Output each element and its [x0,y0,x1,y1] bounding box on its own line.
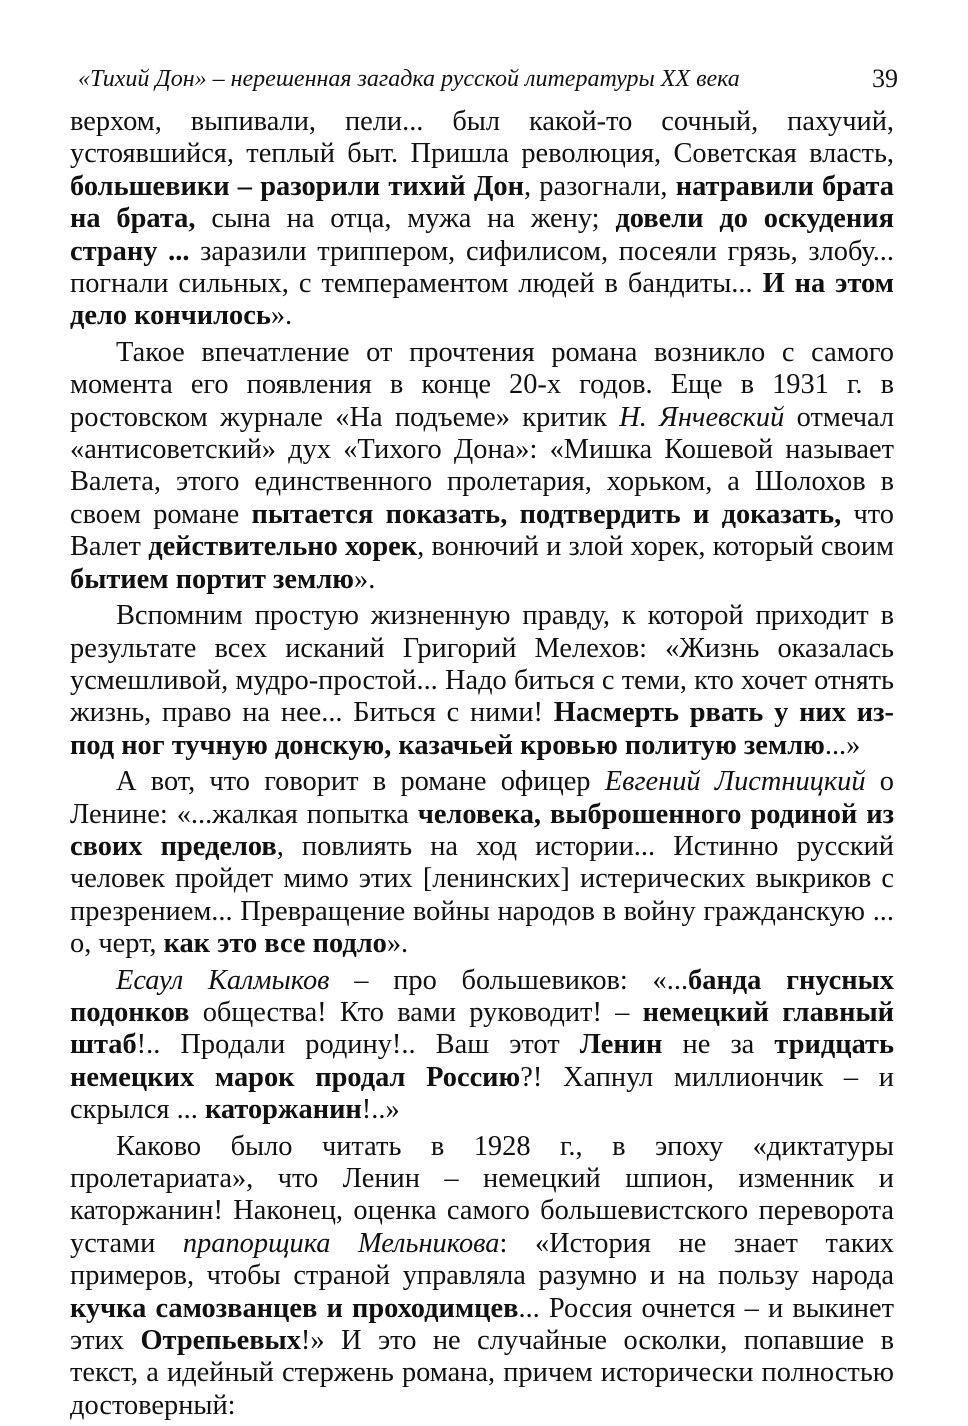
text-run: Такое впечатление от прочтения романа возникло с самого момента его появления в конце 20-х годов. Еще в 1931 г. в ростовском журнале «На подъеме» критик [70,336,894,433]
text-run: что Валет [70,498,894,563]
bold-run: человека, выброшенного родиной из своих пределов [70,798,894,862]
bold-run: банда гнусных подонков [70,964,894,1028]
text-run: , разогнали, [523,170,676,202]
bold-run: как это все подло [163,928,387,960]
bold-run: Насмерть рвать у них из-под ног тучную донскую, казачьей кровью политую землю [70,697,895,761]
text-run: верхом, выпивали, пели... был какой-то сочный, пахучий, устоявшийся, теплый быт. Пришла революция, Советская власть, [70,106,894,170]
text-run: !» И это не случайные осколки, попавшие в текст, а идейный стержень романа, причем исторически полностью достоверный: [70,1325,894,1421]
text-run: общества! Кто вами руководит! – [189,996,643,1028]
text-run: о Ленине: «...жалкая попытка [70,766,895,830]
text-run: сына на отца, мужа на жену; [195,203,616,235]
text-run: : «История не знает таких примеров, чтобы страной управляла разумно и на пользу народа [70,1227,894,1292]
body-text [70,106,894,1426]
paragraph [70,106,894,333]
text-run: ». [270,300,293,332]
bold-run: Ленин [579,1029,663,1061]
bold-run: кучка самозванцев и проходимцев [70,1292,519,1324]
page-header [70,58,898,98]
bold-run: довели до оскудения страну ... [70,203,894,267]
text-run: ». [354,563,376,595]
text-run: ». [386,928,409,960]
text-run: ?! Хапнул миллиончик – и скрылся ... [70,1061,894,1126]
text-run: не за [662,1029,775,1061]
text-run: !.. Продали родину!.. Ваш этот [136,1029,580,1061]
text-run: заразили триппером, сифилисом, посеяли грязь, злобу... погнали сильных, с темпераментом людей в бандиты... [70,235,894,300]
paragraph [70,766,894,960]
bold-run: пытается показать, подтвердить и доказать, [251,498,842,530]
text-run: А вот, что говорит в романе офицер [116,766,605,798]
text-run: !..» [361,1094,400,1126]
italic-run: Н. Янчевский [619,401,785,433]
bold-run: натравили брата на брата, [70,170,894,235]
bold-run: тридцать немецких марок продал Россию [70,1029,895,1093]
bold-run: Отрепьевых [140,1325,301,1357]
paragraph [70,965,894,1127]
bold-run: большевики – разорили тихий Дон [70,170,524,202]
bold-run: немецкий главный штаб [70,996,894,1061]
page-number: 39 [872,64,898,93]
paragraph [70,600,894,762]
text-run: – про большевиков: «... [329,964,689,996]
italic-run: Есаул Калмыков [116,964,330,996]
bold-run: бытием портит землю [70,563,354,595]
bold-run: действительно хорек [148,531,418,563]
text-run: , повлиять на ход истории... Истинно русский человек пройдет мимо этих [ленинских] истерических выкриков с презрением... Превращение войны народов в войну гражданскую ... о, черт, [70,830,895,960]
paragraph [70,337,894,596]
text-run: Каково было читать в 1928 г., в эпоху «диктатуры пролетариата», что Ленин – немецкий шпион, изменник и каторжанин! Наконец, оценка самого большевистского переворота устами [70,1130,894,1259]
bold-run: И на этом дело кончилось [70,268,895,332]
text-run: Вспомним простую жизненную правду, к которой приходит в результате всех исканий Григорий Мелехов: «Жизнь оказалась усмешливой, мудро-простой... Надо биться с теми, кто хочет отнять жизнь, право на нее... Биться с ними! [70,600,894,729]
italic-run: прапорщика Мельникова [182,1227,500,1259]
text-run: ...» [824,729,861,761]
text-run: отмечал «антисоветский» дух «Тихого Дона»: «Мишка Кошевой называет Валета, этого единственного пролетария, хорьком, а Шолохов в своем романе [70,401,895,530]
paragraph [70,1131,894,1423]
italic-run: Евгений Листницкий [604,766,866,798]
running-title: «Тихий Дон» – нерешенная загадка русской литературы XX века [78,66,740,92]
text-run: ... Россия очнется – и выкинет этих [70,1292,894,1357]
text-run: , вонючий и злой хорек, который своим [417,531,894,563]
bold-run: каторжанин [204,1094,362,1126]
